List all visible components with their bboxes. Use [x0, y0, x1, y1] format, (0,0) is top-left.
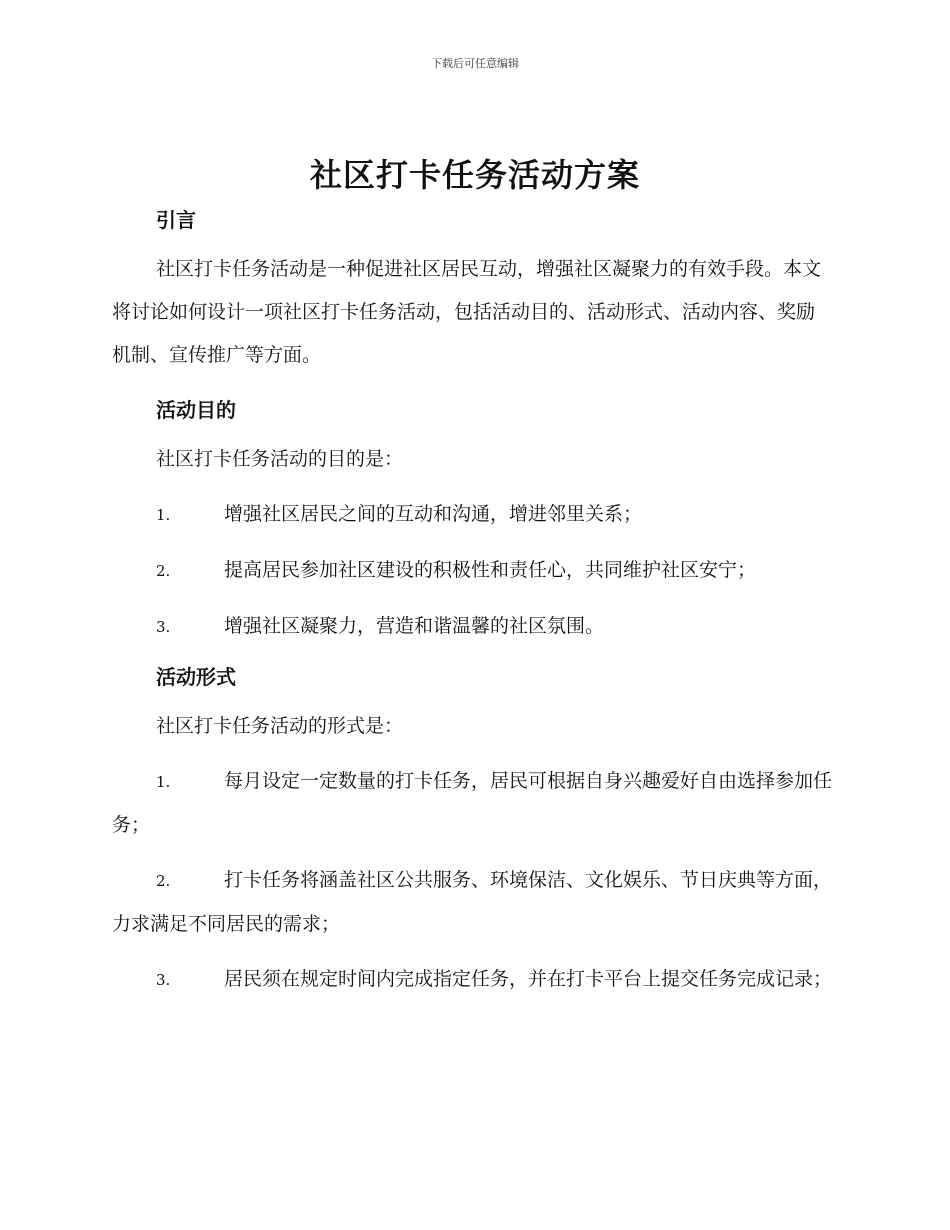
list-number: 1. [156, 773, 171, 791]
list-item-text: 增强社区居民之间的互动和沟通，增进邻里关系； [224, 503, 643, 525]
format-list-item [112, 859, 832, 946]
purpose-intro-paragraph: 社区打卡任务活动的目的是： [156, 448, 404, 470]
page-header-note: 下载后可任意编辑 [431, 57, 519, 70]
list-number: 2. [156, 562, 171, 580]
intro-paragraph: 社区打卡任务活动是一种促进社区居民互动，增强社区凝聚力的有效手段。本文将讨论如何设计一项社区打卡任务活动，包括活动目的、活动形式、活动内容、奖励机制、宣传推广等方面。 [112, 258, 822, 366]
purpose-list-item [112, 493, 832, 537]
section-heading-format: 活动形式 [156, 665, 236, 689]
format-list-item [112, 958, 832, 1002]
format-intro-paragraph: 社区打卡任务活动的形式是： [156, 715, 404, 737]
list-number: 3. [156, 618, 171, 636]
list-number: 3. [156, 971, 171, 989]
format-list-item [112, 760, 832, 847]
list-item-text: 居民须在规定时间内完成指定任务，并在打卡平台上提交任务完成记录； [224, 968, 833, 990]
list-item-text: 提高居民参加社区建设的积极性和责任心，共同维护社区安宁； [224, 559, 757, 581]
list-item-text: 增强社区凝聚力，营造和谐温馨的社区氛围。 [224, 615, 605, 637]
list-item-text: 每月设定一定数量的打卡任务，居民可根据自身兴趣爱好自由选择参加任务； [112, 770, 833, 836]
section-heading-purpose: 活动目的 [156, 398, 236, 422]
list-number: 2. [156, 872, 171, 890]
list-item-text: 打卡任务将涵盖社区公共服务、环境保洁、文化娱乐、节日庆典等方面，力求满足不同居民的需求； [112, 869, 833, 935]
section-heading-intro: 引言 [156, 208, 196, 232]
purpose-list-item [112, 549, 832, 593]
document-title: 社区打卡任务活动方案 [309, 156, 640, 194]
document-body [112, 204, 832, 1002]
list-number: 1. [156, 506, 171, 524]
purpose-list-item [112, 605, 832, 649]
